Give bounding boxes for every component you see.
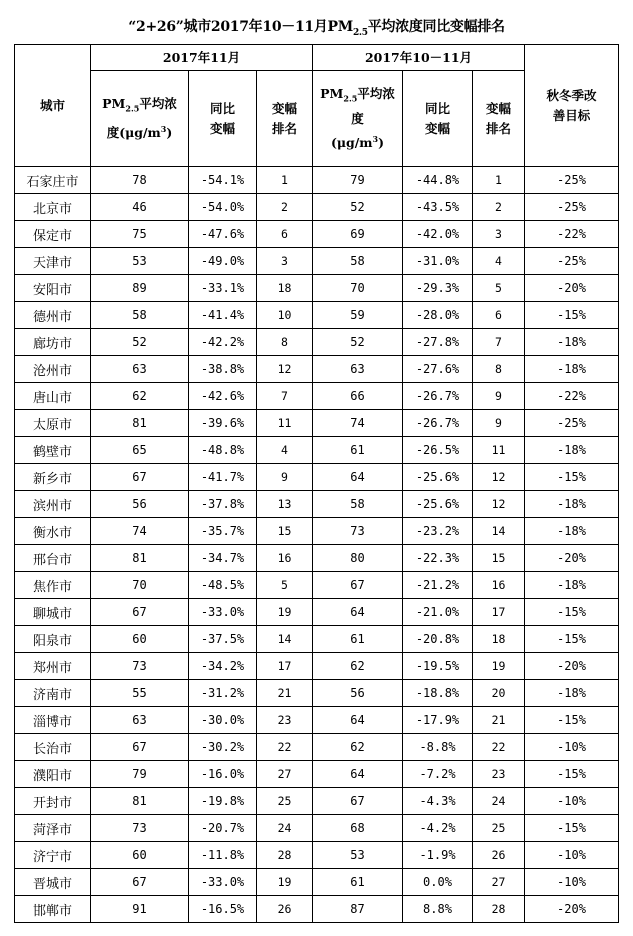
- cell-target: -18%: [525, 356, 619, 383]
- cell-yoy-nov: -33.0%: [189, 869, 257, 896]
- cell-rank-nov: 9: [257, 464, 313, 491]
- cell-rank-nov: 21: [257, 680, 313, 707]
- cell-pm-nov: 89: [91, 275, 189, 302]
- cell-rank-octnov: 20: [473, 680, 525, 707]
- cell-pm-nov: 58: [91, 302, 189, 329]
- cell-target: -18%: [525, 680, 619, 707]
- cell-target: -25%: [525, 410, 619, 437]
- cell-yoy-octnov: -44.8%: [403, 167, 473, 194]
- cell-rank-nov: 27: [257, 761, 313, 788]
- cell-pm-nov: 79: [91, 761, 189, 788]
- cell-pm-octnov: 53: [313, 842, 403, 869]
- cell-target: -15%: [525, 626, 619, 653]
- cell-city: 开封市: [15, 788, 91, 815]
- table-row: [15, 464, 619, 491]
- cell-rank-octnov: 14: [473, 518, 525, 545]
- cell-yoy-nov: -33.0%: [189, 599, 257, 626]
- cell-rank-nov: 13: [257, 491, 313, 518]
- cell-pm-octnov: 69: [313, 221, 403, 248]
- header-yoy-octnov: 同比变幅: [403, 71, 473, 167]
- cell-rank-nov: 6: [257, 221, 313, 248]
- cell-pm-nov: 81: [91, 545, 189, 572]
- cell-pm-octnov: 58: [313, 248, 403, 275]
- cell-pm-octnov: 62: [313, 734, 403, 761]
- cell-target: -10%: [525, 869, 619, 896]
- cell-pm-octnov: 61: [313, 437, 403, 464]
- cell-city: 晋城市: [15, 869, 91, 896]
- cell-yoy-octnov: -17.9%: [403, 707, 473, 734]
- cell-yoy-octnov: -19.5%: [403, 653, 473, 680]
- cell-yoy-octnov: -23.2%: [403, 518, 473, 545]
- cell-pm-nov: 65: [91, 437, 189, 464]
- cell-target: -22%: [525, 383, 619, 410]
- cell-yoy-nov: -35.7%: [189, 518, 257, 545]
- cell-yoy-nov: -39.6%: [189, 410, 257, 437]
- cell-city: 天津市: [15, 248, 91, 275]
- cell-rank-nov: 1: [257, 167, 313, 194]
- cell-yoy-nov: -54.1%: [189, 167, 257, 194]
- cell-pm-octnov: 67: [313, 572, 403, 599]
- cell-rank-nov: 26: [257, 896, 313, 923]
- header-pm-nov: $PM_{2.5}$平均浓 度$(\mu g/m^3)$: [91, 71, 189, 167]
- cell-rank-nov: 12: [257, 356, 313, 383]
- cell-yoy-octnov: -29.3%: [403, 275, 473, 302]
- cell-yoy-nov: -30.2%: [189, 734, 257, 761]
- cell-rank-nov: 3: [257, 248, 313, 275]
- cell-yoy-octnov: -21.2%: [403, 572, 473, 599]
- cell-rank-nov: 15: [257, 518, 313, 545]
- cell-yoy-nov: -41.4%: [189, 302, 257, 329]
- cell-city: 聊城市: [15, 599, 91, 626]
- cell-yoy-octnov: -27.8%: [403, 329, 473, 356]
- header-target: 秋冬季改善目标: [525, 45, 619, 167]
- cell-yoy-nov: -48.8%: [189, 437, 257, 464]
- cell-rank-octnov: 27: [473, 869, 525, 896]
- cell-yoy-nov: -41.7%: [189, 464, 257, 491]
- cell-yoy-nov: -34.2%: [189, 653, 257, 680]
- cell-city: 太原市: [15, 410, 91, 437]
- cell-yoy-octnov: -20.8%: [403, 626, 473, 653]
- cell-rank-nov: 16: [257, 545, 313, 572]
- cell-city: 邯郸市: [15, 896, 91, 923]
- table-body: [15, 167, 619, 923]
- cell-yoy-nov: -31.2%: [189, 680, 257, 707]
- cell-yoy-octnov: -8.8%: [403, 734, 473, 761]
- table-row: [15, 491, 619, 518]
- cell-target: -18%: [525, 572, 619, 599]
- cell-pm-octnov: 79: [313, 167, 403, 194]
- cell-yoy-octnov: -43.5%: [403, 194, 473, 221]
- cell-pm-octnov: 80: [313, 545, 403, 572]
- cell-pm-nov: 81: [91, 410, 189, 437]
- cell-yoy-nov: -42.6%: [189, 383, 257, 410]
- cell-yoy-octnov: -7.2%: [403, 761, 473, 788]
- cell-rank-octnov: 1: [473, 167, 525, 194]
- cell-yoy-nov: -37.8%: [189, 491, 257, 518]
- cell-rank-nov: 8: [257, 329, 313, 356]
- table-row: [15, 815, 619, 842]
- cell-target: -20%: [525, 653, 619, 680]
- header-nov-group: 2017年11月: [91, 45, 313, 71]
- cell-rank-nov: 2: [257, 194, 313, 221]
- cell-city: 保定市: [15, 221, 91, 248]
- cell-rank-octnov: 8: [473, 356, 525, 383]
- cell-yoy-octnov: -21.0%: [403, 599, 473, 626]
- cell-yoy-octnov: -42.0%: [403, 221, 473, 248]
- header-octnov-group: 2017年10－11月: [313, 45, 525, 71]
- table-row: [15, 248, 619, 275]
- cell-city: 邢台市: [15, 545, 91, 572]
- cell-yoy-octnov: -26.7%: [403, 410, 473, 437]
- cell-yoy-octnov: -26.5%: [403, 437, 473, 464]
- cell-rank-octnov: 4: [473, 248, 525, 275]
- cell-pm-nov: 55: [91, 680, 189, 707]
- cell-rank-nov: 4: [257, 437, 313, 464]
- cell-city: 鹤壁市: [15, 437, 91, 464]
- cell-pm-octnov: 61: [313, 869, 403, 896]
- cell-city: 濮阳市: [15, 761, 91, 788]
- cell-pm-nov: 67: [91, 599, 189, 626]
- cell-rank-octnov: 12: [473, 464, 525, 491]
- table-row: [15, 167, 619, 194]
- cell-pm-nov: 60: [91, 626, 189, 653]
- table-row: [15, 788, 619, 815]
- cell-rank-nov: 17: [257, 653, 313, 680]
- cell-target: -15%: [525, 815, 619, 842]
- table-row: [15, 761, 619, 788]
- cell-target: -20%: [525, 896, 619, 923]
- cell-rank-octnov: 26: [473, 842, 525, 869]
- title-suffix: 平均浓度同比变幅排名: [367, 19, 505, 35]
- cell-yoy-nov: -34.7%: [189, 545, 257, 572]
- cell-pm-octnov: 52: [313, 194, 403, 221]
- cell-yoy-octnov: -31.0%: [403, 248, 473, 275]
- table-row: [15, 653, 619, 680]
- cell-yoy-nov: -11.8%: [189, 842, 257, 869]
- cell-rank-octnov: 23: [473, 761, 525, 788]
- cell-rank-octnov: 6: [473, 302, 525, 329]
- cell-rank-octnov: 21: [473, 707, 525, 734]
- cell-rank-nov: 22: [257, 734, 313, 761]
- cell-rank-octnov: 15: [473, 545, 525, 572]
- cell-rank-nov: 5: [257, 572, 313, 599]
- cell-rank-nov: 7: [257, 383, 313, 410]
- table-row: [15, 734, 619, 761]
- cell-pm-octnov: 70: [313, 275, 403, 302]
- cell-yoy-nov: -48.5%: [189, 572, 257, 599]
- cell-rank-nov: 19: [257, 599, 313, 626]
- cell-pm-nov: 63: [91, 356, 189, 383]
- table-row: [15, 410, 619, 437]
- cell-yoy-nov: -37.5%: [189, 626, 257, 653]
- cell-yoy-octnov: -18.8%: [403, 680, 473, 707]
- cell-pm-octnov: 56: [313, 680, 403, 707]
- table-row: [15, 383, 619, 410]
- table-row: [15, 329, 619, 356]
- table-row: [15, 842, 619, 869]
- header-rank-nov: 变幅排名: [257, 71, 313, 167]
- cell-rank-nov: 28: [257, 842, 313, 869]
- cell-yoy-nov: -54.0%: [189, 194, 257, 221]
- cell-rank-octnov: 18: [473, 626, 525, 653]
- table-row: [15, 572, 619, 599]
- cell-pm-octnov: 64: [313, 761, 403, 788]
- cell-rank-nov: 14: [257, 626, 313, 653]
- cell-pm-nov: 73: [91, 653, 189, 680]
- cell-target: -15%: [525, 761, 619, 788]
- cell-city: 唐山市: [15, 383, 91, 410]
- cell-pm-octnov: 62: [313, 653, 403, 680]
- table-row: [15, 518, 619, 545]
- cell-target: -18%: [525, 329, 619, 356]
- cell-city: 石家庄市: [15, 167, 91, 194]
- cell-rank-octnov: 22: [473, 734, 525, 761]
- cell-target: -15%: [525, 302, 619, 329]
- cell-target: -18%: [525, 518, 619, 545]
- table-row: [15, 221, 619, 248]
- cell-target: -25%: [525, 194, 619, 221]
- cell-yoy-octnov: -25.6%: [403, 491, 473, 518]
- header-city: 城市: [15, 45, 91, 167]
- cell-rank-octnov: 28: [473, 896, 525, 923]
- cell-target: -18%: [525, 491, 619, 518]
- cell-yoy-octnov: -26.7%: [403, 383, 473, 410]
- cell-target: -25%: [525, 248, 619, 275]
- cell-yoy-octnov: -4.3%: [403, 788, 473, 815]
- cell-yoy-octnov: 8.8%: [403, 896, 473, 923]
- cell-city: 新乡市: [15, 464, 91, 491]
- cell-rank-nov: 25: [257, 788, 313, 815]
- cell-city: 滨州市: [15, 491, 91, 518]
- cell-pm-nov: 56: [91, 491, 189, 518]
- table-row: [15, 356, 619, 383]
- cell-pm-octnov: 73: [313, 518, 403, 545]
- cell-yoy-nov: -42.2%: [189, 329, 257, 356]
- cell-pm-octnov: 64: [313, 464, 403, 491]
- cell-rank-nov: 11: [257, 410, 313, 437]
- cell-target: -10%: [525, 788, 619, 815]
- page-title: [0, 16, 633, 38]
- table-row: [15, 896, 619, 923]
- header-yoy-nov: 同比变幅: [189, 71, 257, 167]
- cell-pm-octnov: 66: [313, 383, 403, 410]
- cell-target: -15%: [525, 464, 619, 491]
- table-row: [15, 302, 619, 329]
- cell-pm-octnov: 87: [313, 896, 403, 923]
- cell-yoy-octnov: -28.0%: [403, 302, 473, 329]
- table-row: [15, 437, 619, 464]
- table-row: [15, 545, 619, 572]
- cell-pm-octnov: 59: [313, 302, 403, 329]
- cell-city: 焦作市: [15, 572, 91, 599]
- cell-pm-nov: 46: [91, 194, 189, 221]
- cell-pm-nov: 63: [91, 707, 189, 734]
- cell-rank-octnov: 11: [473, 437, 525, 464]
- table-row: [15, 626, 619, 653]
- cell-rank-nov: 18: [257, 275, 313, 302]
- cell-pm-nov: 62: [91, 383, 189, 410]
- cell-pm-nov: 60: [91, 842, 189, 869]
- cell-pm-octnov: 64: [313, 707, 403, 734]
- cell-pm-octnov: 68: [313, 815, 403, 842]
- cell-rank-octnov: 12: [473, 491, 525, 518]
- cell-target: -20%: [525, 545, 619, 572]
- table-row: [15, 275, 619, 302]
- cell-city: 菏泽市: [15, 815, 91, 842]
- cell-yoy-nov: -38.8%: [189, 356, 257, 383]
- cell-pm-nov: 67: [91, 869, 189, 896]
- table-row: [15, 194, 619, 221]
- cell-rank-octnov: 9: [473, 383, 525, 410]
- cell-target: -25%: [525, 167, 619, 194]
- cell-yoy-nov: -16.5%: [189, 896, 257, 923]
- cell-pm-nov: 91: [91, 896, 189, 923]
- cell-target: -20%: [525, 275, 619, 302]
- header-pm-octnov: $PM_{2.5}$平均浓 度 $(\mu g/m^3)$: [313, 71, 403, 167]
- cell-pm-nov: 74: [91, 518, 189, 545]
- cell-city: 德州市: [15, 302, 91, 329]
- cell-yoy-nov: -19.8%: [189, 788, 257, 815]
- cell-pm-octnov: 61: [313, 626, 403, 653]
- cell-target: -10%: [525, 734, 619, 761]
- cell-pm-nov: 73: [91, 815, 189, 842]
- cell-pm-octnov: 63: [313, 356, 403, 383]
- cell-pm-nov: 70: [91, 572, 189, 599]
- cell-city: 沧州市: [15, 356, 91, 383]
- table-row: [15, 680, 619, 707]
- cell-target: -22%: [525, 221, 619, 248]
- cell-yoy-octnov: -1.9%: [403, 842, 473, 869]
- pm25-ranking-table: [14, 44, 619, 923]
- cell-city: 长治市: [15, 734, 91, 761]
- cell-pm-nov: 67: [91, 734, 189, 761]
- cell-pm-octnov: 52: [313, 329, 403, 356]
- cell-pm-nov: 52: [91, 329, 189, 356]
- cell-pm-octnov: 58: [313, 491, 403, 518]
- title-subscript: 2.5: [352, 27, 368, 38]
- cell-pm-nov: 75: [91, 221, 189, 248]
- cell-city: 淄博市: [15, 707, 91, 734]
- cell-city: 安阳市: [15, 275, 91, 302]
- cell-yoy-octnov: -4.2%: [403, 815, 473, 842]
- cell-yoy-octnov: -22.3%: [403, 545, 473, 572]
- cell-yoy-nov: -47.6%: [189, 221, 257, 248]
- cell-city: 阳泉市: [15, 626, 91, 653]
- cell-target: -15%: [525, 599, 619, 626]
- table-row: [15, 707, 619, 734]
- cell-rank-octnov: 9: [473, 410, 525, 437]
- cell-pm-octnov: 67: [313, 788, 403, 815]
- cell-rank-octnov: 5: [473, 275, 525, 302]
- cell-city: 廊坊市: [15, 329, 91, 356]
- table-row: [15, 599, 619, 626]
- cell-target: -10%: [525, 842, 619, 869]
- cell-rank-octnov: 3: [473, 221, 525, 248]
- cell-pm-nov: 81: [91, 788, 189, 815]
- cell-pm-octnov: 74: [313, 410, 403, 437]
- cell-rank-nov: 23: [257, 707, 313, 734]
- cell-rank-octnov: 17: [473, 599, 525, 626]
- cell-yoy-nov: -16.0%: [189, 761, 257, 788]
- cell-target: -18%: [525, 437, 619, 464]
- table-row: [15, 869, 619, 896]
- cell-rank-octnov: 2: [473, 194, 525, 221]
- cell-rank-nov: 24: [257, 815, 313, 842]
- cell-pm-nov: 53: [91, 248, 189, 275]
- cell-yoy-octnov: -27.6%: [403, 356, 473, 383]
- cell-rank-octnov: 24: [473, 788, 525, 815]
- cell-yoy-nov: -33.1%: [189, 275, 257, 302]
- cell-pm-octnov: 64: [313, 599, 403, 626]
- header-rank-octnov: 变幅排名: [473, 71, 525, 167]
- cell-yoy-octnov: 0.0%: [403, 869, 473, 896]
- cell-rank-octnov: 7: [473, 329, 525, 356]
- cell-pm-nov: 78: [91, 167, 189, 194]
- cell-target: -15%: [525, 707, 619, 734]
- cell-yoy-nov: -20.7%: [189, 815, 257, 842]
- cell-city: 郑州市: [15, 653, 91, 680]
- cell-rank-octnov: 16: [473, 572, 525, 599]
- cell-rank-octnov: 19: [473, 653, 525, 680]
- cell-pm-nov: 67: [91, 464, 189, 491]
- cell-rank-octnov: 25: [473, 815, 525, 842]
- cell-rank-nov: 19: [257, 869, 313, 896]
- title-prefix: “2+26”城市2017年10－11月PM: [128, 19, 353, 35]
- cell-yoy-nov: -30.0%: [189, 707, 257, 734]
- cell-city: 济南市: [15, 680, 91, 707]
- cell-yoy-nov: -49.0%: [189, 248, 257, 275]
- cell-rank-nov: 10: [257, 302, 313, 329]
- cell-city: 济宁市: [15, 842, 91, 869]
- cell-city: 北京市: [15, 194, 91, 221]
- cell-yoy-octnov: -25.6%: [403, 464, 473, 491]
- cell-city: 衡水市: [15, 518, 91, 545]
